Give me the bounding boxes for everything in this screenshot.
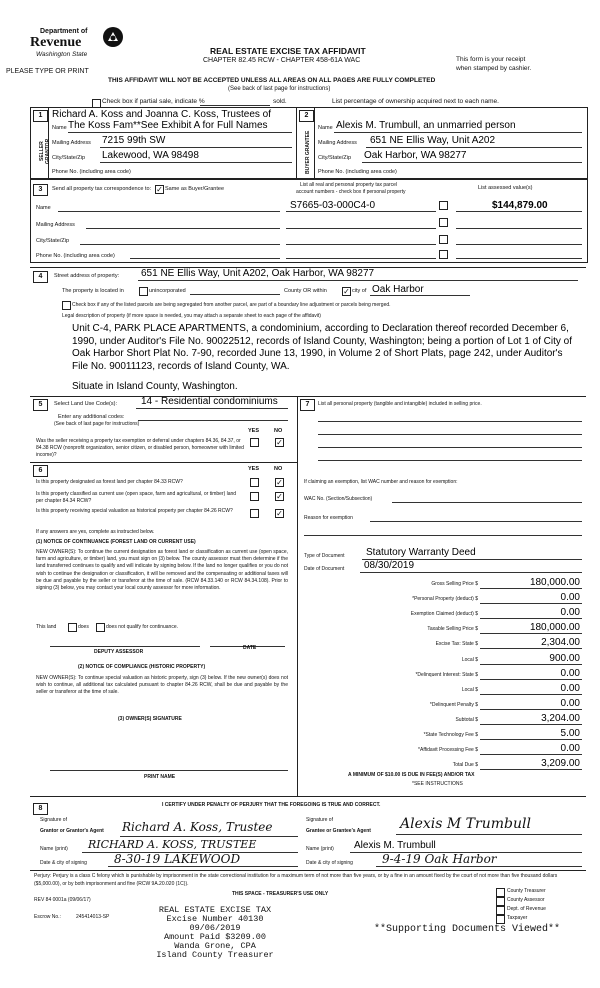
dept-line1: Department of (40, 28, 88, 35)
tax-row-label: *Affidavit Processing Fee $ (418, 747, 478, 753)
parcel-line-4 (286, 258, 436, 259)
grantor-date-line (108, 866, 298, 867)
tax-row-line (480, 633, 582, 634)
stamp-line: Amount Paid $3209.00 (163, 932, 267, 942)
does-label: does (78, 624, 89, 630)
grantee-printed-name: Alexis M. Trumbull (354, 840, 436, 851)
street-underline (138, 280, 578, 281)
grantee-date-city-label: Date & city of signing (306, 860, 353, 866)
legal-description: Unit C-4, PARK PLACE APARTMENTS, a condominium, according to Declaration thereof recorded December 6, 1990, under Auditor's File No. 90022512, records of Island County, Washington; being a portion of Lot 1 of City of Oak Harbor Short Plat No. 7-90, recorded June 13, 1990, in Volume 2 of Short Plats, page 242, under Auditor's File No. 90011123, records of Island County, WA. (72, 323, 572, 372)
tax-row-label: Subtotal $ (455, 717, 478, 723)
buyer-label-divider (314, 107, 315, 178)
seller-side-label: SELLER GRANTOR (39, 138, 51, 164)
s6-no-header: NO (274, 466, 283, 472)
please-type: PLEASE TYPE OR PRINT (6, 68, 89, 75)
tax-row-line (480, 709, 582, 710)
buyer-name-underline (334, 132, 582, 133)
land-does-not-checkbox[interactable] (96, 623, 105, 632)
deputy-assessor-label: DEPUTY ASSESSOR (94, 649, 144, 655)
s5-no-header: NO (274, 428, 283, 434)
buyer-name-label: Name (318, 125, 333, 131)
tax-row-label: Total Due $ (452, 762, 478, 768)
s3-mailing-line (86, 228, 280, 229)
section-5-rule (30, 396, 586, 397)
section-5-number: 5 (33, 399, 48, 411)
section-8-rule (30, 796, 586, 797)
buyer-name: Alexis M. Trumbull, an unmarried person (336, 120, 516, 131)
perjury-text: Perjury: Perjury is a class C felony which is punishable by imprisonment in the state correctional institution for a maximum term of not more than five years, or by a fine in an amount fixed by the court of not more than five thousand dollars ($5,000.00), or by both imprisonment and fine (RCW 9A.20.020 (1C)). (34, 873, 558, 887)
forest-question: Is this property designated as forest land per chapter 84.33 RCW? (36, 479, 183, 485)
s3-mailing-label: Mailing Address (36, 222, 75, 228)
tax-row-value: 0.00 (560, 743, 580, 754)
dor-logo-icon (102, 26, 124, 48)
partial-sale-label: Check box if partial sale, indicate % (102, 98, 205, 105)
doc-date: 08/30/2019 (364, 560, 415, 571)
tax-row-value: 3,204.00 (541, 713, 580, 724)
segregated-checkbox[interactable] (62, 301, 71, 310)
s5-yes-header: YES (248, 428, 260, 434)
additional-codes-label: Enter any additional codes: (58, 414, 125, 420)
street-address: 651 NE Ellis Way, Unit A202, Oak Harbor, WA 98277 (141, 268, 375, 279)
seller-name-line1: Richard A. Koss and Joanna C. Koss, Trustees of (52, 109, 272, 120)
current-use-question: Is this property classified as current use (open space, farm and agricultural, or timber) land per chapter 84.34 RCW? (36, 491, 237, 504)
partial-sale-pct-line (200, 105, 270, 106)
tax-row-label: Exemption Claimed (deduct) $ (410, 611, 478, 617)
forest-no-checkbox[interactable]: ✓ (276, 478, 283, 487)
stamp-line: Island County Treasurer (156, 950, 274, 960)
historic-yes-checkbox[interactable] (250, 509, 259, 518)
doc-date-line (360, 572, 582, 573)
grantor-sig-line (120, 836, 298, 837)
seller-mailing: 7215 99th SW (102, 135, 166, 146)
s3-name-line (58, 211, 280, 212)
tax-row-line (480, 603, 582, 604)
grantor-agent-label: Grantor or Grantor's Agent (40, 828, 104, 834)
grantee-name-label: Name (print) (306, 846, 334, 852)
tax-row-label: *State Technology Fee $ (423, 732, 478, 738)
certify-text: I CERTIFY UNDER PENALTY OF PERJURY THAT THE FOREGOING IS TRUE AND CORRECT. (162, 802, 381, 808)
land-does-checkbox[interactable] (68, 623, 77, 632)
section-1-2-divider (296, 107, 297, 178)
taxpayer-checkbox[interactable] (496, 915, 505, 924)
s6-yes-header: YES (248, 466, 260, 472)
grantor-date-city-label: Date & city of signing (40, 860, 87, 866)
form-subtitle: CHAPTER 82.45 RCW - CHAPTER 458-61A WAC (203, 57, 361, 64)
distribution-item: Taxpayer (507, 915, 528, 921)
section-1-number: 1 (33, 110, 48, 122)
tax-row-value: 900.00 (549, 653, 580, 664)
reason-line-1 (370, 521, 582, 522)
tax-row-value: 5.00 (560, 728, 580, 739)
grantor-name-label: Name (print) (40, 846, 68, 852)
tax-row-label: Excise Tax: State $ (435, 641, 478, 647)
tax-row-value: 0.00 (560, 698, 580, 709)
tax-row-value: 3,209.00 (541, 758, 580, 769)
does-not-label: does not qualify for continuance. (106, 624, 178, 630)
buyer-mailing-label: Mailing Address (318, 140, 357, 146)
seller-name-label: Name (52, 125, 67, 131)
notice-2-text: NEW OWNER(S): To continue special valuation as historic property, sign (3) below. If the new owner(s) does not wish to continue, all additional tax calculated pursuant to chapter 84.26 RCW, shall be due and payable by the seller or transferor at the time of sale. (36, 675, 288, 696)
buyer-city-label: City/State/Zip (318, 155, 352, 161)
grantee-date-line (376, 866, 582, 867)
reason-line-2 (304, 535, 582, 536)
city-checkbox[interactable]: ✓ (343, 287, 350, 296)
minimum-due-text: A MINIMUM OF $10.00 IS DUE IN FEE(S) AND/OR TAX (348, 772, 475, 778)
additional-codes-note: (See back of last page for instructions) (54, 421, 140, 427)
exempt-yes-checkbox[interactable] (250, 438, 259, 447)
seller-name-line2: The Koss Fam**See Exhibit A for Full Names (68, 120, 268, 131)
unincorporated-checkbox[interactable] (139, 287, 148, 296)
county-within-label: County OR within (284, 288, 327, 294)
grantor-signature: Richard A. Koss, Trustee (122, 820, 273, 834)
historic-question: Is this property receiving special valuation as historical property per chapter 84.26 RCW? (36, 508, 233, 514)
parcel-number: S7665-03-000C4-0 (290, 200, 376, 211)
historic-no-checkbox[interactable]: ✓ (276, 509, 283, 518)
located-label: The property is located in (62, 288, 124, 294)
print-name-label: PRINT NAME (144, 774, 176, 780)
parcel-4-personal-checkbox[interactable] (439, 250, 448, 259)
dor-logo (22, 28, 132, 68)
dept-revenue-checkbox[interactable] (496, 906, 505, 915)
section-3-number: 3 (33, 184, 48, 196)
deputy-date-label: DATE (243, 645, 257, 651)
tax-row-line (480, 769, 582, 770)
form-title: REAL ESTATE EXCISE TAX AFFIDAVIT (210, 46, 366, 56)
deputy-line (50, 646, 200, 647)
grantor-sig-of: Signature of (40, 817, 67, 823)
doc-date-label: Date of Document (304, 566, 345, 572)
same-as-buyer-label: Same as Buyer/Grantee (165, 186, 225, 192)
seller-city: Lakewood, WA 98498 (102, 150, 199, 161)
tax-row-value: 180,000.00 (529, 622, 580, 633)
notice-1-text: NEW OWNER(S): To continue the current designation as forest land or classification as current use (open space, farm and agriculture, or timber) land, you must sign on (3) below. The county assessor must then determine if the land transferred continues to qualify and will indicate by signing below. If the land no longer qualifies or you do not wish to continue the designation or classification, it will be removed and the compensating or additional taxes will be due and payable by the seller or transferor at the time of sale. (RCW 84.33.140 or RCW 84.34.108). Prior to signing (3) below, you may contact your local county assessor for more information. (36, 549, 288, 592)
buyer-mailing-underline (366, 147, 582, 148)
city-underline (370, 295, 470, 296)
city-of-label: city of (352, 288, 367, 294)
stamp-line: REAL ESTATE EXCISE TAX (158, 905, 272, 915)
grantee-sig-line (396, 834, 582, 835)
land-use-code: 14 - Residential condominiums (141, 396, 278, 407)
grantor-printed-name: RICHARD A. KOSS, TRUSTEE (88, 838, 257, 851)
perjury-rule (30, 870, 586, 871)
dept-line3: Washington State (36, 51, 88, 58)
tax-row-label: Local $ (461, 687, 478, 693)
assessed-value: $144,879.00 (492, 200, 548, 211)
parcel-line-1 (286, 211, 436, 212)
s3-city-label: City/State/Zip (36, 238, 70, 244)
distribution-item: Dept. of Revenue (507, 906, 546, 912)
seller-city-underline (100, 162, 292, 163)
tax-row-value: 0.00 (560, 607, 580, 618)
stamp-line: Excise Number 40130 (166, 914, 264, 924)
parcel-2-personal-checkbox[interactable] (439, 218, 448, 227)
buyer-city-underline (362, 162, 582, 163)
tax-row-value: 0.00 (560, 668, 580, 679)
tax-row-line (480, 739, 582, 740)
receipt-line1: This form is your receipt (456, 56, 526, 63)
buyer-city: Oak Harbor, WA 98277 (364, 150, 467, 161)
print-name-line (50, 770, 288, 771)
dept-line2: Revenue (30, 35, 82, 50)
buyer-phone-label: Phone No. (including area code) (318, 169, 397, 175)
tax-row-label: *Delinquent Interest: State $ (415, 672, 478, 678)
left-right-divider (297, 396, 298, 796)
section-2-number: 2 (299, 110, 314, 122)
assessed-line-3 (456, 244, 582, 245)
seller-city-label: City/State/Zip (52, 155, 86, 161)
same-as-buyer-checkbox[interactable]: ✓ (156, 185, 163, 194)
tax-row-line (480, 679, 582, 680)
personal-property-label: List all personal property (tangible and intangible) included in selling price. (318, 401, 482, 407)
rev-number: REV 84 0001a (09/06/17) (34, 897, 91, 903)
distribution-item: County Treasurer (507, 888, 546, 894)
send-correspondence-label: Send all property tax correspondence to: (52, 186, 152, 192)
grantee-agent-label: Grantee or Grantee's Agent (306, 828, 371, 834)
wac-line (392, 502, 582, 503)
tax-row-line (480, 618, 582, 619)
personal-line-4 (318, 460, 582, 461)
grantee-signature: Alexis M Trumbull (400, 816, 531, 832)
notice-2-title: (2) NOTICE OF COMPLIANCE (HISTORIC PROPERTY) (78, 664, 206, 670)
forest-yes-checkbox[interactable] (250, 478, 259, 487)
s3-phone-label: Phone No. (including area code) (36, 253, 115, 259)
personal-line-2 (318, 434, 582, 435)
tax-row-line (480, 724, 582, 725)
tax-row-line (480, 694, 582, 695)
escrow-number: 245414013-SP (76, 914, 110, 920)
s3-city-line (80, 244, 280, 245)
assessed-line-1 (456, 211, 582, 212)
exemption-label: If claiming an exemption, list WAC number and reason for exemption: (304, 479, 458, 485)
parcel-3-personal-checkbox[interactable] (439, 235, 448, 244)
property-city: Oak Harbor (372, 284, 424, 295)
buyer-mailing: 651 NE Ellis Way, Unit A202 (370, 135, 496, 146)
tax-row-line (480, 648, 582, 649)
section-8-number: 8 (33, 803, 48, 815)
parcel-line-3 (286, 244, 436, 245)
land-use-label: Select Land Use Code(s): (54, 401, 117, 407)
tax-row-value: 0.00 (560, 592, 580, 603)
county-assessor-checkbox[interactable] (496, 897, 505, 906)
seller-mailing-label: Mailing Address (52, 140, 91, 146)
supporting-docs-text: **Supporting Documents Viewed** (374, 924, 561, 935)
notice-1-title: (1) NOTICE OF CONTINUANCE (FOREST LAND OR CURRENT USE) (36, 539, 196, 545)
personal-line-3 (318, 447, 582, 448)
tax-row-value: 0.00 (560, 683, 580, 694)
parcel-header-2: account numbers - check box if personal property (296, 189, 406, 195)
doc-type-label: Type of Document (304, 553, 345, 559)
grantor-date-city: 8-30-19 LAKEWOOD (114, 852, 241, 866)
sold-label: sold. (273, 98, 287, 105)
current-use-no-checkbox[interactable]: ✓ (276, 492, 283, 501)
this-land-label: This land (36, 624, 57, 630)
wac-label: WAC No. (Section/Subsection) (304, 496, 373, 502)
section-7-number: 7 (300, 399, 315, 411)
tax-row-line (480, 664, 582, 665)
reason-label: Reason for exemption (304, 515, 353, 521)
unincorporated-label: unincorporated (149, 288, 186, 294)
distribution-item: County Assessor (507, 897, 545, 903)
owner-signature-label: (3) OWNER(S) SIGNATURE (118, 716, 182, 722)
tax-row-label: Gross Selling Price $ (431, 581, 478, 587)
if-yes-text: If any answers are yes, complete as instructed below. (36, 529, 155, 535)
segregated-label: Check box if any of the listed parcels are being segregated from another parcel, are part of a boundary line adjustment or parcels being merged. (72, 302, 391, 308)
assessed-header: List assessed value(s) (478, 185, 533, 191)
county-treasurer-checkbox[interactable] (496, 888, 505, 897)
grantee-sig-of: Signature of (306, 817, 333, 823)
assessed-line-2 (456, 228, 582, 229)
tax-row-value: 180,000.00 (529, 577, 580, 588)
see-back-text: (See back of last page for instructions) (228, 86, 331, 92)
warning-text: THIS AFFIDAVIT WILL NOT BE ACCEPTED UNLESS ALL AREAS ON ALL PAGES ARE FULLY COMPLETED (108, 77, 436, 84)
seller-name-underline (68, 132, 292, 133)
assessed-line-4 (456, 258, 582, 259)
parcel-1-personal-checkbox[interactable] (439, 201, 448, 210)
tax-row-line (480, 754, 582, 755)
personal-line-1 (318, 421, 582, 422)
tax-row-label: Local $ (461, 657, 478, 663)
s3-phone-line (130, 258, 280, 259)
escrow-label: Escrow No.: (34, 914, 61, 920)
s3-name-label: Name (36, 205, 51, 211)
grantee-date-city: 9-4-19 Oak Harbor (382, 852, 497, 866)
exempt-no-checkbox[interactable]: ✓ (276, 438, 283, 447)
tax-row-label: *Personal Property (deduct) $ (412, 596, 478, 602)
section-6-rule (30, 462, 297, 463)
buyer-side-label: BUYER GRANTEE (305, 130, 311, 174)
tax-row-value: 2,304.00 (541, 637, 580, 648)
exempt-question: Was the seller receiving a property tax exemption or deferral under chapters 84.36, 84.37, or 84.38 RCW (nonprofit organization, senior citizen, or disabled person, homeowner with limited income)? (36, 438, 244, 458)
section-6-number: 6 (33, 465, 48, 477)
seller-phone-label: Phone No. (including area code) (52, 169, 131, 175)
list-pct-label: List percentage of ownership acquired next to each name. (332, 98, 499, 105)
treasurer-space-label: THIS SPACE - TREASURER'S USE ONLY (232, 891, 329, 897)
situate-text: Situate in Island County, Washington. (72, 381, 238, 392)
treasurer-stamp (140, 906, 290, 960)
see-instructions-text: *SEE INSTRUCTIONS (412, 781, 463, 787)
parcel-header-1: List all real and personal property tax parcel (300, 182, 397, 188)
tax-row-label: Taxable Selling Price $ (427, 626, 478, 632)
county-underline (190, 294, 280, 295)
additional-codes-line (138, 420, 288, 421)
section-4-number: 4 (33, 271, 48, 283)
seller-mailing-underline (100, 147, 292, 148)
land-use-underline (136, 408, 288, 409)
parcel-line-2 (286, 228, 436, 229)
doc-type: Statutory Warranty Deed (366, 547, 476, 558)
tax-row-line (480, 588, 582, 589)
stamp-line: Wanda Grone, CPA (174, 941, 256, 951)
tax-row-label: *Delinquent Penalty $ (429, 702, 478, 708)
street-label: Street address of property: (54, 273, 120, 279)
stamp-line: 09/06/2019 (189, 923, 241, 933)
receipt-line2: when stamped by cashier. (456, 65, 532, 72)
current-use-yes-checkbox[interactable] (250, 492, 259, 501)
legal-label: Legal description of property (if more space is needed, you may attach a separate sheet to each page of the affidavit) (62, 313, 321, 319)
